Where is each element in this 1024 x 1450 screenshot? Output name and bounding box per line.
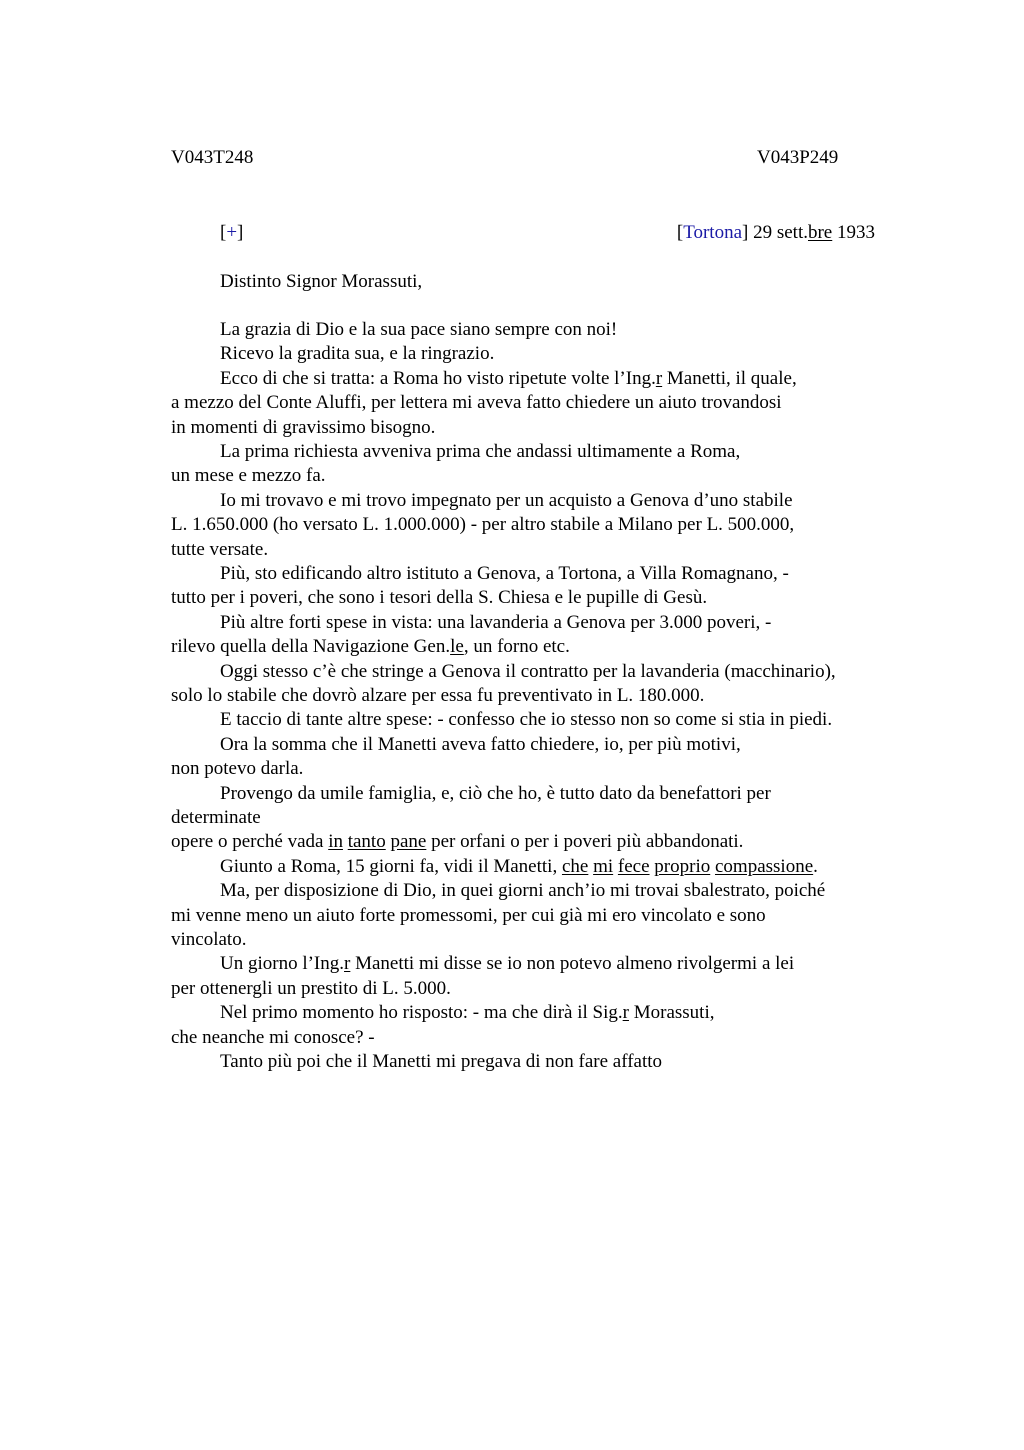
- text-run: per ottenergli un prestito di L. 5.000.: [171, 977, 451, 999]
- letter-line: [220, 440, 740, 464]
- underlined-text: in: [328, 831, 343, 853]
- date-year: 1933: [837, 222, 875, 243]
- text-run: La prima richiesta avveniva prima che andassi ultimamente a Roma,: [220, 441, 741, 462]
- letter-line: [171, 586, 707, 610]
- letter-line: [220, 611, 771, 635]
- text-run: Nel primo momento ho risposto: - ma che dirà il Sig.: [220, 1002, 623, 1024]
- text-run: La grazia di Dio e la sua pace siano sempre con noi!: [220, 319, 618, 340]
- letter-line: [171, 464, 326, 488]
- text-run: Oggi stesso c’è che stringe a Genova il contratto per la lavanderia (macchinario),: [220, 660, 836, 682]
- letter-line: [171, 977, 451, 1001]
- text-run: L. 1.650.000 (ho versato L. 1.000.000) - per altro stabile a Milano per L. 500.000,: [171, 514, 795, 536]
- note-marker: [+]: [220, 222, 244, 243]
- letter-line: [220, 855, 818, 879]
- letter-line: [220, 952, 794, 976]
- underlined-text: r: [622, 1002, 629, 1024]
- place-link[interactable]: Tortona: [683, 222, 743, 243]
- letter-line: [171, 513, 794, 537]
- letter-line: [171, 806, 261, 830]
- text-run: Io mi trovavo e mi trovo impegnato per un acquisto a Genova d’uno stabile: [220, 489, 793, 511]
- underlined-text: le: [450, 636, 464, 658]
- underlined-text: fece: [617, 855, 650, 877]
- letter-line: [171, 635, 570, 659]
- text-run: a mezzo del Conte Aluffi, per lettera mi aveva fatto chiedere un aiuto trovandosi: [171, 392, 782, 414]
- letter-line: [220, 489, 793, 513]
- underlined-text: che: [561, 855, 589, 877]
- date-line: [Tortona] 29 sett.bre 1933: [676, 222, 875, 243]
- letter-line: [220, 1001, 714, 1025]
- letter-line: [220, 367, 797, 391]
- letter-line: [171, 1026, 375, 1050]
- letter-line: [171, 684, 704, 708]
- page-code-right: V043P249: [757, 147, 839, 168]
- plus-link[interactable]: +: [226, 222, 238, 243]
- page-code-left: V043T248: [171, 147, 254, 168]
- text-run: per orfani o per i poveri più abbandonati.: [426, 831, 744, 853]
- letter-line: [171, 830, 743, 854]
- underlined-text: proprio: [654, 855, 711, 877]
- underlined-text: compassione: [714, 855, 814, 877]
- letter-line: [220, 879, 825, 903]
- date-abbrev: bre: [807, 222, 833, 243]
- text-run: un mese e mezzo fa.: [171, 465, 326, 487]
- text-run: Ora la somma che il Manetti aveva fatto chiedere, io, per più motivi,: [220, 733, 741, 755]
- text-run: non potevo darla.: [171, 758, 304, 780]
- underlined-text: mi: [593, 855, 614, 877]
- text-run: , un forno etc.: [463, 636, 570, 658]
- letter-line: [220, 342, 494, 366]
- text-run: E taccio di tante altre spese: - confesso che io stesso non so come si stia in piedi.: [220, 709, 833, 731]
- text-run: Giunto a Roma, 15 giorni fa, vidi il Manetti,: [220, 855, 562, 877]
- text-run: Manetti mi disse se io non potevo almeno rivolgermi a lei: [350, 953, 795, 975]
- letter-line: [171, 538, 268, 562]
- text-run: solo lo stabile che dovrò alzare per essa fu preventivato in L. 180.000.: [171, 685, 705, 706]
- letter-line: [220, 782, 771, 806]
- letter-line: [171, 757, 303, 781]
- text-run: Ecco di che si tratta: a Roma ho visto ripetute volte l’Ing.: [220, 367, 656, 389]
- letter-line: [171, 904, 766, 928]
- text-run: Provengo da umile famiglia, e, ciò che ho, è tutto dato da benefattori per: [220, 782, 771, 804]
- text-run: in momenti di gravissimo bisogno.: [171, 416, 436, 438]
- letter-line: [220, 562, 789, 586]
- underlined-text: r: [655, 367, 663, 389]
- date-text: 29 sett.: [753, 222, 808, 243]
- text-run: vincolato.: [171, 929, 247, 950]
- text-run: Più altre forti spese in vista: una lavanderia a Genova per 3.000 poveri, -: [220, 611, 772, 633]
- underlined-text: r: [344, 953, 351, 975]
- text-run: Ricevo la gradita sua, e la ringrazio.: [220, 343, 495, 365]
- letter-line: [220, 1050, 662, 1074]
- text-run: tutto per i poveri, che sono i tesori della S. Chiesa e le pupille di Gesù.: [171, 587, 708, 609]
- text-run: che neanche mi conosce? -: [171, 1026, 375, 1048]
- letter-line: [220, 660, 836, 684]
- letter-line: [220, 733, 741, 757]
- text-run: Più, sto edificando altro istituto a Genova, a Tortona, a Villa Romagnano, -: [220, 563, 789, 584]
- underlined-text: pane: [390, 831, 427, 853]
- salutation: Distinto Signor Morassuti,: [220, 271, 423, 292]
- letter-line: [171, 928, 246, 952]
- text-run: Un giorno l’Ing.: [220, 953, 345, 975]
- text-run: Manetti, il quale,: [662, 367, 797, 389]
- text-run: determinate: [171, 807, 261, 828]
- letter-line: [171, 391, 782, 415]
- text-run: rilevo quella della Navigazione Gen.: [171, 636, 451, 658]
- letter-line: [220, 708, 832, 732]
- text-run: Tanto più poi che il Manetti mi pregava di non fare affatto: [220, 1051, 663, 1072]
- underlined-text: tanto: [347, 831, 386, 853]
- letter-line: [220, 318, 617, 342]
- text-run: Morassuti,: [628, 1002, 715, 1024]
- text-run: tutte versate.: [171, 538, 269, 560]
- text-run: opere o perché vada: [171, 831, 329, 853]
- text-run: .: [813, 855, 818, 877]
- text-run: mi venne meno un aiuto forte promessomi, per cui già mi ero vincolato e sono: [171, 904, 766, 926]
- letter-line: [171, 416, 435, 440]
- text-run: Ma, per disposizione di Dio, in quei giorni anch’io mi trovai sbalestrato, poiché: [220, 880, 826, 902]
